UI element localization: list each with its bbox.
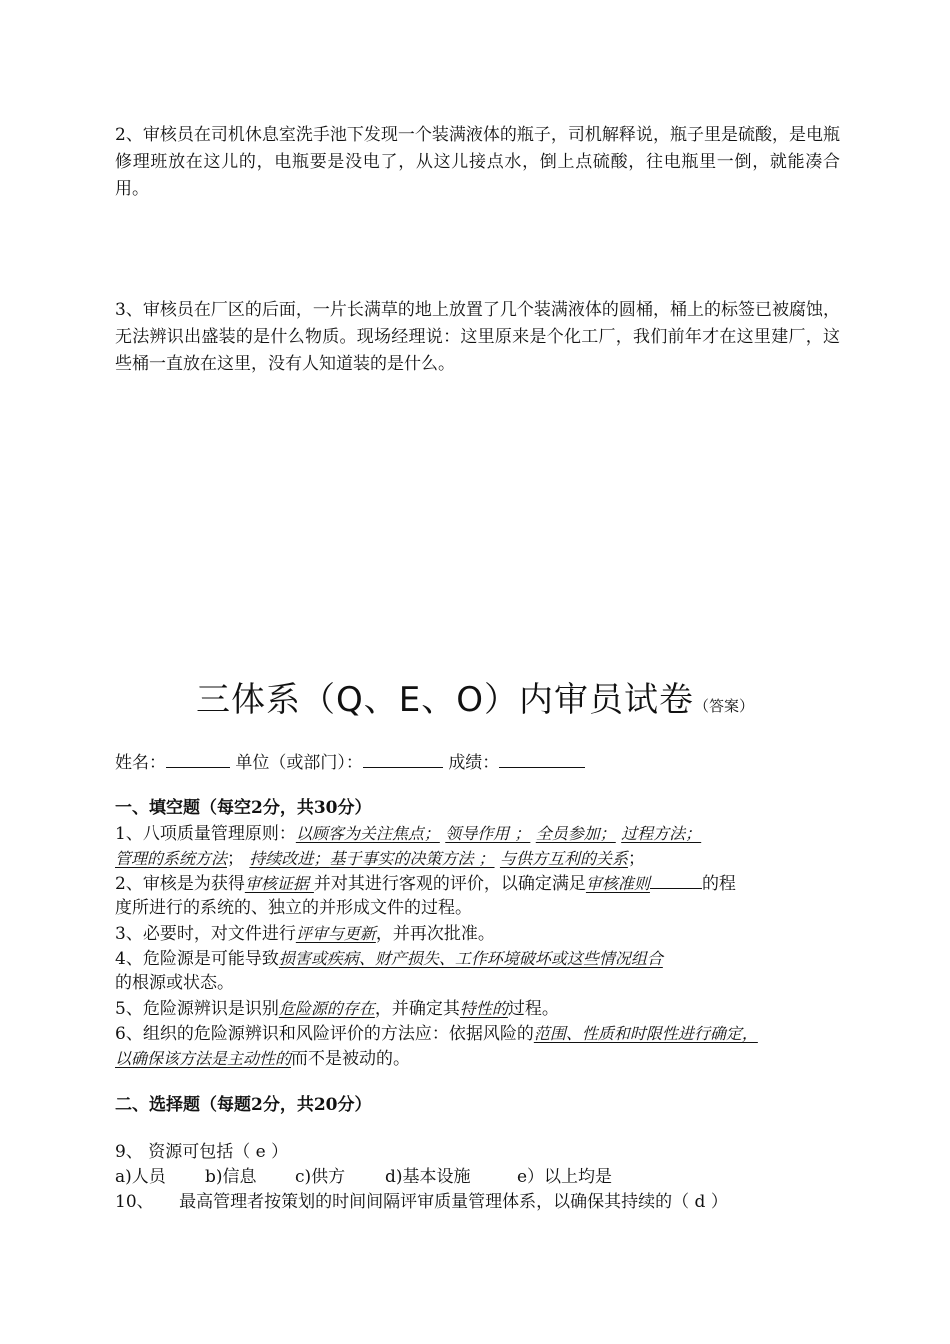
q5-prefix: 5、危险源辨识是识别 [115, 999, 279, 1019]
q5-mid: ，并确定其 [374, 999, 460, 1019]
q4-answer: 损害或疾病、财产损失、工作环境破坏或这些情况组合 [278, 949, 663, 968]
q1-answer-7: 基于事实的决策方法 ； [329, 849, 495, 868]
q1-answer-8: 与供方互利的关系 [499, 849, 628, 868]
q1-answer-5: 管理的系统方法 [115, 849, 228, 868]
q1-prefix: 1、八项质量管理原则： [115, 824, 296, 844]
fill-q6-line1 [115, 1021, 855, 1046]
fill-q1-line2 [115, 846, 855, 871]
fill-q5 [115, 996, 855, 1021]
q1-answer-4: 过程方法； [621, 824, 702, 843]
q1-answer-1: 以顾客为关注焦点； [295, 824, 440, 843]
q2-answer-2: 审核准则 [585, 874, 650, 893]
case-question-2: 2、审核员在司机休息室洗手池下发现一个装满液体的瓶子，司机解释说，瓶子里是硫酸，是电瓶修理班放在这儿的，电瓶要是没电了，从这儿接点水，倒上点硫酸，往电瓶里一倒，就能凑合用。 [115, 125, 840, 199]
q9-option-c[interactable]: c)供方 [295, 1167, 346, 1187]
unit-label: 单位（或部门）： [235, 753, 363, 773]
exam-title [0, 672, 950, 721]
q9-option-d[interactable]: d)基本设施 [385, 1167, 471, 1187]
q2-answer-1: 审核证据 [244, 874, 314, 893]
name-label: 姓名： [115, 753, 166, 773]
q3-prefix: 3、必要时，对文件进行 [115, 924, 296, 944]
fill-heading: 一、填空题（每空2分，共30分） [115, 798, 372, 818]
fill-q2-line1 [115, 871, 855, 896]
q5-answer-2: 特性的 [459, 999, 508, 1018]
q2-mid: 并对其进行客观的评价，以确定满足 [313, 874, 586, 894]
fill-q4-line1 [115, 946, 855, 971]
exam-title-note: （答案） [694, 697, 755, 715]
q2-prefix: 2、审核是为获得 [115, 874, 245, 894]
q5-suffix: 过程。 [507, 999, 559, 1019]
q9-option-b[interactable]: b)信息 [205, 1167, 257, 1187]
unit-blank[interactable] [363, 751, 443, 768]
choice-q10: 10、 最高管理者按策划的时间间隔评审质量管理体系，以确保其持续的（ d ） [115, 1192, 728, 1212]
q2-suffix: 的程 [701, 874, 736, 894]
score-label: 成绩： [448, 753, 500, 773]
choice-q9-options [115, 1165, 855, 1190]
q9-option-e[interactable]: e）以上均是 [517, 1167, 613, 1187]
q1-answer-3: 全员参加； [535, 824, 616, 843]
choice-heading: 二、选择题（每题2分，共20分） [115, 1095, 372, 1115]
exam-title-main: 三体系（Q、E、O）内审员试卷 [195, 680, 694, 720]
case-question-3: 3、审核员在厂区的后面，一片长满草的地上放置了几个装满液体的圆桶，桶上的标签已被腐蚀，无法辨识出盛装的是什么物质。现场经理说：这里原来是个化工厂，我们前年才在这里建厂，这些桶一直放在这里，没有人知道装的是什么。 [115, 300, 840, 374]
q5-answer-1: 危险源的存在 [278, 999, 375, 1018]
fill-q4-line2: 的根源或状态。 [115, 973, 234, 993]
fill-q6-line2 [115, 1046, 855, 1071]
fill-q2-line2: 度所进行的系统的、独立的并形成文件的过程。 [115, 898, 472, 918]
choice-section [115, 1093, 855, 1215]
q4-prefix: 4、危险源是可能导致 [115, 949, 279, 969]
score-blank[interactable] [499, 751, 585, 768]
fill-q1-line1 [115, 821, 855, 846]
name-blank[interactable] [166, 751, 230, 768]
q3-suffix: ，并再次批准。 [375, 924, 495, 944]
q1-answer-6: 持续改进； [249, 849, 330, 868]
q6-answer-2: 以确保该方法是主动性的 [115, 1049, 292, 1068]
q6-suffix: 而不是被动的。 [291, 1049, 411, 1069]
q6-answer-1: 范围、性质和时限性进行确定， [533, 1024, 758, 1043]
candidate-info [115, 748, 585, 773]
fill-in-section [115, 796, 855, 1071]
fill-q3 [115, 921, 855, 946]
q1-sep: ； [227, 849, 245, 869]
q9-option-a[interactable]: a)人员 [115, 1167, 166, 1187]
q1-end: ； [627, 849, 645, 869]
q3-answer: 评审与更新 [295, 924, 376, 943]
choice-q9: 9、 资源可包括（ e ） [115, 1142, 289, 1162]
q2-underline [650, 872, 702, 889]
q1-answer-2: 领导作用 ； [445, 824, 531, 843]
q6-prefix: 6、组织的危险源辨识和风险评价的方法应：依据风险的 [115, 1024, 534, 1044]
